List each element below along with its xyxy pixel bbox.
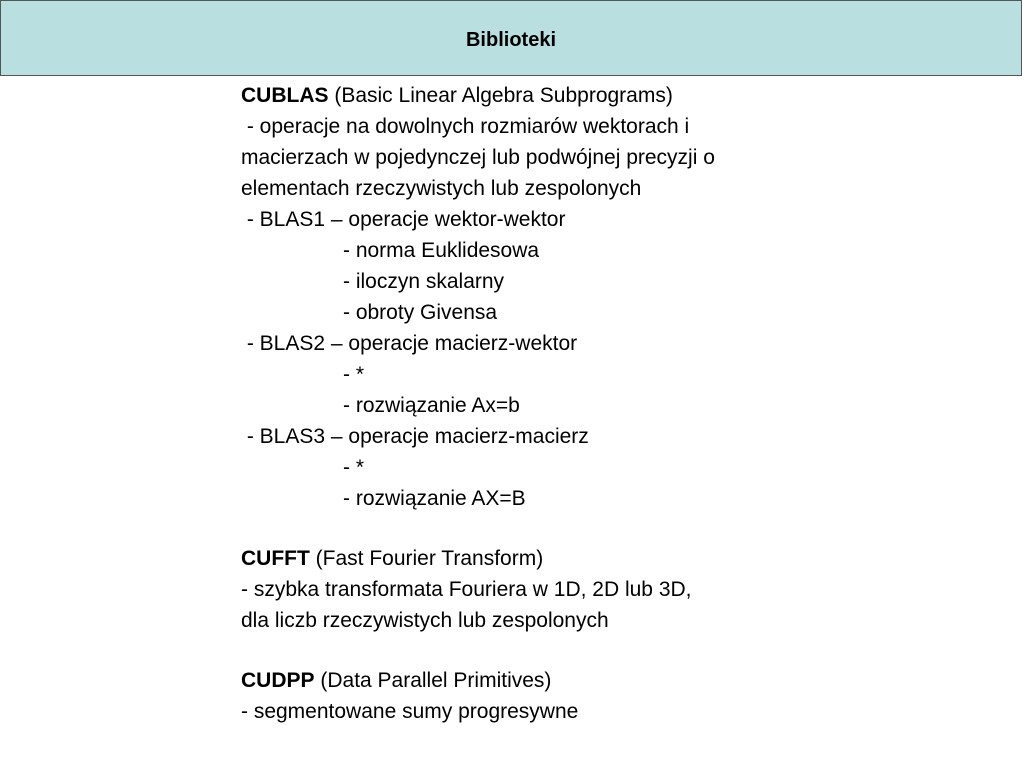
cufft-name: CUFFT [241, 547, 310, 570]
blas3-heading: - BLAS3 – operacje macierz-macierz [241, 425, 589, 448]
cublas-heading [241, 80, 881, 111]
slide-content [241, 80, 881, 727]
cufft-subtitle: (Fast Fourier Transform) [309, 547, 544, 570]
cublas-desc-line: macierzach w pojedynczej lub podwójnej precyzji o [241, 146, 715, 169]
section-spacer [241, 636, 881, 665]
blas1-item: - obroty Givensa [343, 301, 498, 324]
blas1-heading: - BLAS1 – operacje wektor-wektor [241, 208, 566, 231]
cublas-name: CUBLAS [241, 84, 329, 107]
blas2-item: - * [343, 363, 364, 386]
cufft-desc-line: dla liczb rzeczywistych lub zespolonych [241, 609, 609, 632]
slide-title: Biblioteki [465, 29, 556, 51]
blas2-item: - rozwiązanie Ax=b [343, 394, 520, 417]
blas3-item: - * [343, 456, 364, 479]
cudpp-name: CUDPP [241, 669, 315, 692]
blas1-item: - iloczyn skalarny [343, 270, 505, 293]
cufft-desc-line: - szybka transformata Fouriera w 1D, 2D lub 3D, [241, 578, 692, 601]
cudpp-subtitle: (Data Parallel Primitives) [314, 669, 552, 692]
cublas-desc-line: elementach rzeczywistych lub zespolonych [241, 177, 642, 200]
title-bar [0, 0, 1022, 76]
cublas-subtitle: (Basic Linear Algebra Subprograms) [328, 84, 673, 107]
cublas-desc-line: - operacje na dowolnych rozmiarów wektorach i [241, 115, 690, 138]
cudpp-heading [241, 665, 881, 696]
blas3-item: - rozwiązanie AX=B [343, 487, 526, 510]
cudpp-desc-line: - segmentowane sumy progresywne [241, 700, 579, 723]
blas2-heading: - BLAS2 – operacje macierz-wektor [241, 332, 578, 355]
section-spacer [241, 514, 881, 543]
blas1-item: - norma Euklidesowa [343, 239, 540, 262]
cufft-heading [241, 543, 881, 574]
